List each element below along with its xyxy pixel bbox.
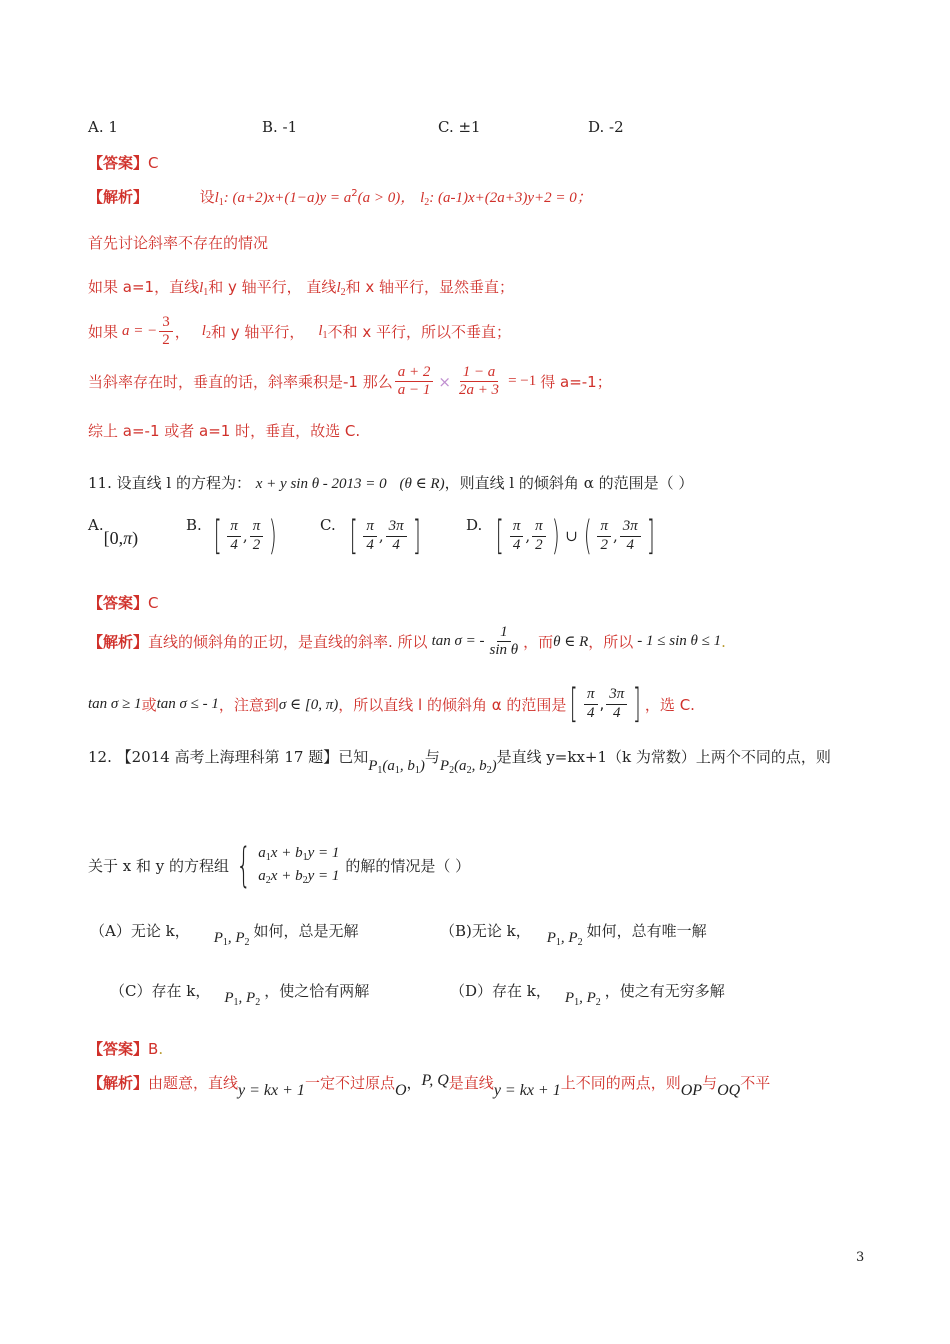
q12-option-b: （B)无论 k， $P_1$, $P_2$ 如何，总有唯一解 xyxy=(440,922,707,948)
q11-option-b: B. [ $\frac{\pi}{4}$ , $\frac{\pi}{2}$ ) xyxy=(186,513,277,559)
q10-solution-line2: 首先讨论斜率不存在的情况 xyxy=(88,234,269,252)
q12-answer: 【答案】B. xyxy=(88,1040,164,1058)
answer-tag: 【答案】 xyxy=(88,154,149,172)
q10-solution-line1: 【解析】 设$l_1$: $(a+2)x+(1-a)y = a^2(a > 0)$， $l_2$: (a-1)x+(2a+3)y+2 = 0； xyxy=(88,188,592,208)
answer-value: B xyxy=(148,1040,159,1058)
fraction: $\frac{a + 2}{a - 1}$ xyxy=(395,364,434,400)
q12-stem2: 关于 x 和 y 的方程组 { $a_1x + b_1y = 1$ $a_2x + b_2y = 1$ 的解的情况是（ ） xyxy=(88,838,471,892)
q12-option-c: （C）存在 k， $P_1$, $P_2$ ，使之恰有两解 xyxy=(110,982,370,1008)
equation-system: { $a_1x + b_1y = 1$ $a_2x + b_2y = 1$ xyxy=(236,838,340,892)
q10-solution-line5: 当斜率存在时，垂直的话，斜率乘积是-1 那么 $\frac{a + 2}{a - 1}$ × $\frac{1 - a}{2a + 3}$ = −1 得 a=-1； xyxy=(88,364,612,399)
q12-solution: 【解析】 由题意，直线 y = kx + 1 一定不过原点 O ， P, Q 是直线 y = kx + 1 上不同的两点，则 OP 与 OQ 不平 xyxy=(88,1072,771,1099)
page-number: 3 xyxy=(856,1250,865,1265)
q10-option-a: A. 1 xyxy=(88,118,118,136)
q10-solution-line3: 如果 a=1，直线$l_1$和 y 轴平行， 直线$l_2$和 x 轴平行，显然垂直； xyxy=(88,278,515,298)
q12-option-d: （D）存在 k， $P_1$, $P_2$ ，使之有无穷多解 xyxy=(450,982,725,1008)
q11-answer xyxy=(88,592,159,613)
q11-solution-line1: 【解析】 直线的倾斜角的正切，是直线的斜率. 所以 tan σ = - $\frac{1}{\text{sin θ}}$ ，而 θ ∈ R ，所以 - 1 ≤ sin θ ≤ 1 . xyxy=(88,624,726,659)
q10-option-d: D. -2 xyxy=(588,118,624,136)
answer-tag: 【答案】 xyxy=(88,1040,149,1058)
q11-stem: 11. 设直线 l 的方程为： x + y sin θ - 2013 = 0 (θ ∈ R)，则直线 l 的倾斜角 α 的范围是（ ） xyxy=(88,474,694,492)
q10-solution-line6: 综上 a=-1 或者 a=1 时，垂直，故选 C. xyxy=(88,422,361,440)
q10-solution-line4: 如果 a = − $\frac{3}{2}$ ， $l_2$ 和 y 轴平行， $l_1$ 不和 x 平行，所以不垂直； xyxy=(88,314,511,349)
fraction: $\frac{3}{2}$ xyxy=(159,314,173,350)
q10-option-c: C. ±1 xyxy=(438,118,481,136)
fraction: $\frac{1}{\text{sin θ}}$ xyxy=(489,624,519,659)
q11-solution-line2: tan σ ≥ 1 或 tan σ ≤ - 1 ，注意到 σ ∈ [0, π) ，所以直线 l 的倾斜角 α 的范围是 [ $\frac{\pi}{4}$ , $\frac{3\pi}{4}$ ] ，选 C. xyxy=(88,681,695,727)
q12-option-a: （A）无论 k， $P_1$, $P_2$ 如何，总是无解 xyxy=(90,922,359,948)
answer-value: C xyxy=(148,154,159,172)
solution-tag: 【解析】 xyxy=(88,633,149,652)
q11-option-c: C. [ $\frac{\pi}{4}$ , $\frac{3\pi}{4}$ ] xyxy=(320,513,421,559)
q11-option-a: A. [0,π) xyxy=(88,516,139,548)
q11-option-d: D. [ $\frac{\pi}{4}$ , $\frac{\pi}{2}$ ) ∪ ( $\frac{\pi}{2}$ , $\frac{3\pi}{4}$ ] xyxy=(466,513,655,559)
answer-value: C xyxy=(148,594,159,612)
q10-answer xyxy=(88,152,159,173)
q10-option-b: B. -1 xyxy=(262,118,298,136)
solution-tag: 【解析】 xyxy=(88,188,149,206)
answer-tag: 【答案】 xyxy=(88,594,149,612)
solution-tag: 【解析】 xyxy=(88,1074,149,1092)
fraction: $\frac{1 - a}{2a + 3}$ xyxy=(458,364,500,399)
q12-stem: 12. 【2014 高考上海理科第 17 题】已知 $P_1(a_1$, $b_1$) 与 $P_2(a_2$, $b_2$) 是直线 y=kx+1（k 为常数）上两个不同的点，则 xyxy=(88,748,831,776)
